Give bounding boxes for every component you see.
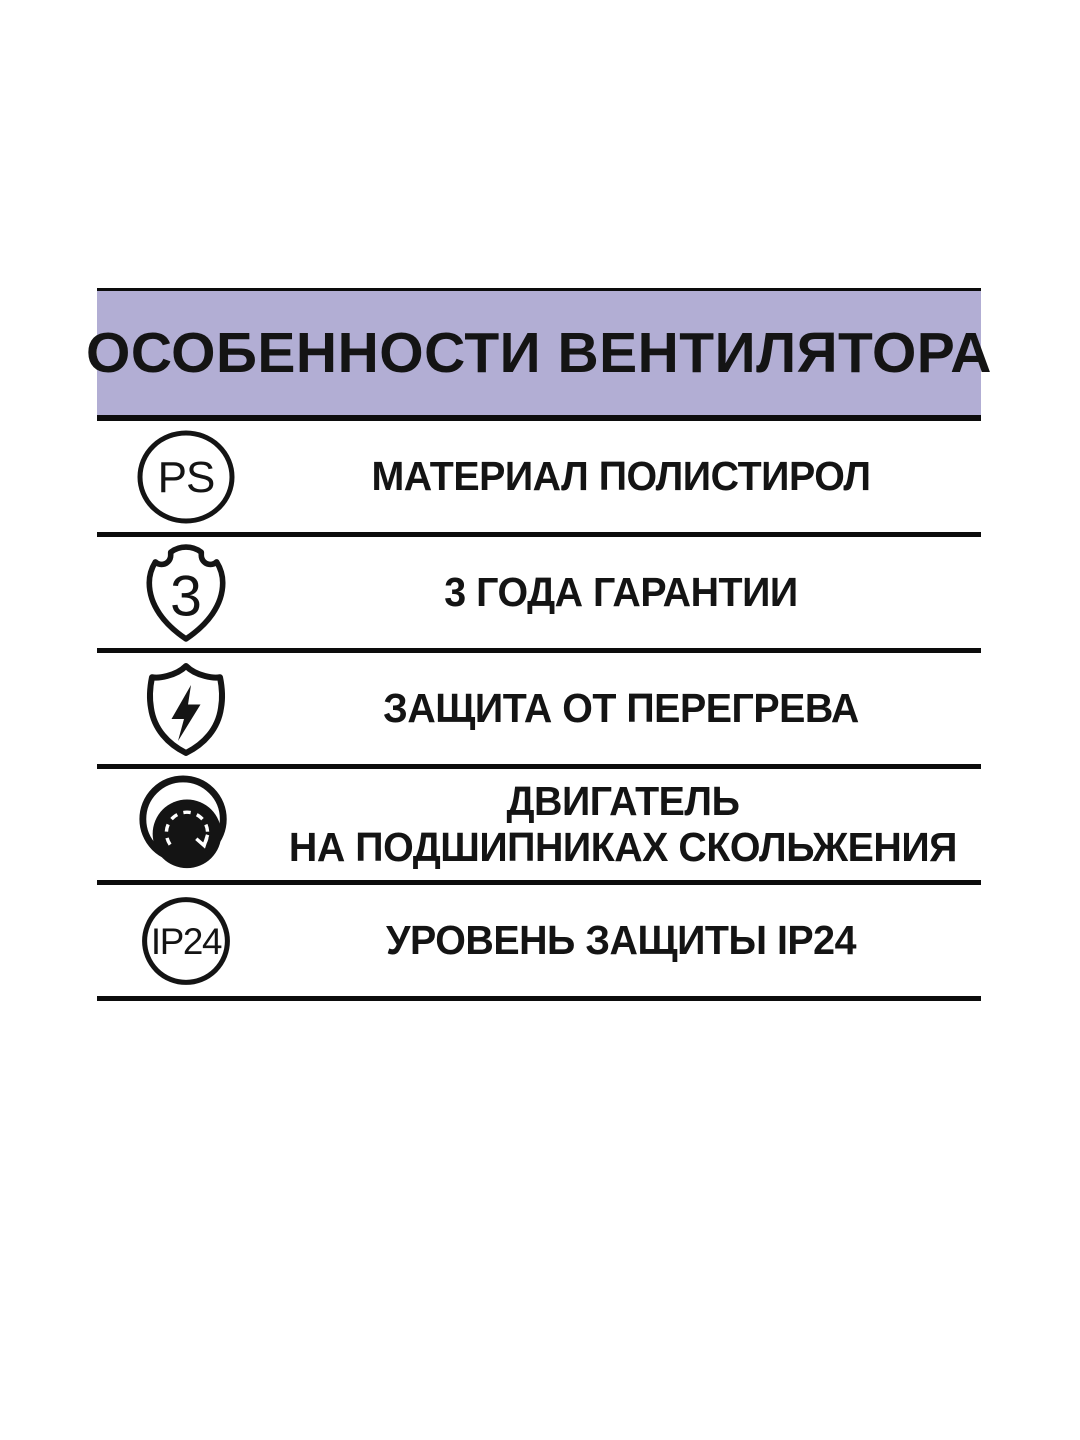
warranty-badge-label: 3 xyxy=(170,563,202,628)
feature-row-ip24 xyxy=(97,885,981,1001)
icon-cell xyxy=(97,429,275,525)
overheat-protection-shield-icon xyxy=(136,656,236,762)
feature-line: УРОВЕНЬ ЗАЩИТЫ IP24 xyxy=(385,916,857,963)
feature-text xyxy=(275,570,981,616)
icon-cell xyxy=(97,656,275,762)
ps-badge-label: PS xyxy=(157,452,215,502)
icon-cell xyxy=(97,542,275,644)
icon-cell xyxy=(97,774,275,876)
feature-line: 3 ГОДА ГАРАНТИИ xyxy=(444,568,798,615)
feature-row-overheat xyxy=(97,653,981,769)
feature-text xyxy=(275,686,981,732)
polystyrene-ps-icon xyxy=(136,429,236,525)
header-banner xyxy=(86,291,992,421)
ip24-protection-icon xyxy=(140,895,232,987)
feature-text xyxy=(275,918,981,964)
feature-row-warranty xyxy=(97,537,981,653)
feature-line: ЗАЩИТА ОТ ПЕРЕГРЕВА xyxy=(383,684,859,731)
feature-line: МАТЕРИАЛ ПОЛИСТИРОЛ xyxy=(371,452,871,499)
bearing-ball xyxy=(153,799,222,868)
feature-row-material xyxy=(97,421,981,537)
ip24-badge-label: IP24 xyxy=(150,920,222,962)
features-panel xyxy=(86,288,992,1001)
lightning-bolt-glyph xyxy=(172,685,201,741)
feature-row-bearing xyxy=(97,769,981,885)
warranty-3-years-shield-icon xyxy=(133,542,239,644)
feature-line: НА ПОДШИПНИКАХ СКОЛЬЖЕНИЯ xyxy=(288,823,957,870)
icon-cell xyxy=(97,895,275,987)
feature-line: ДВИГАТЕЛЬ xyxy=(506,777,740,824)
feature-text xyxy=(275,779,985,871)
sliding-bearing-icon xyxy=(135,774,237,876)
feature-text xyxy=(275,454,981,500)
page-title: ОСОБЕННОСТИ ВЕНТИЛЯТОРА xyxy=(86,321,992,385)
